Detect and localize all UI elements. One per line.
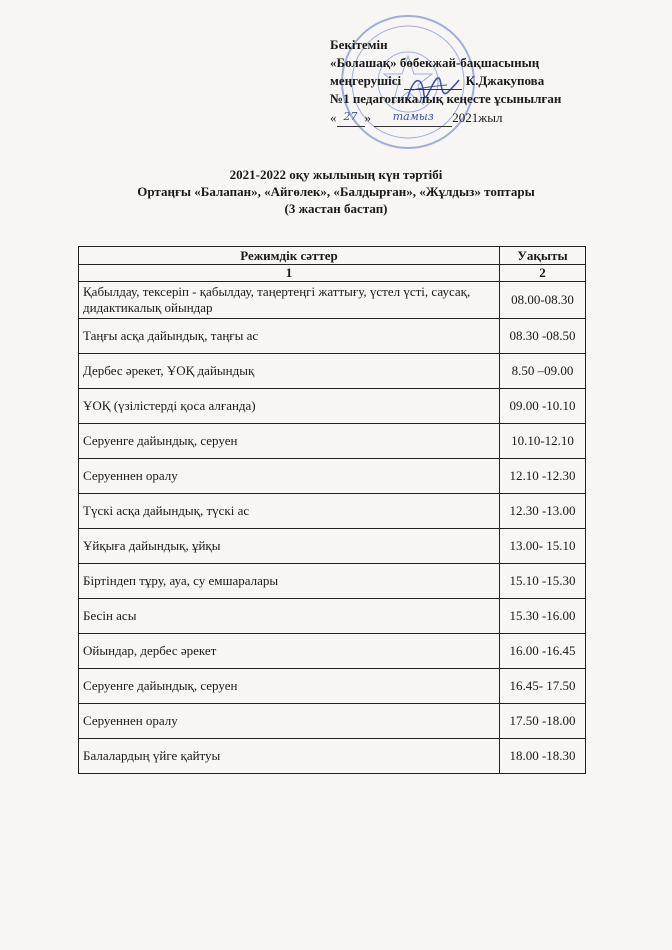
time-cell: 18.00 -18.30 (500, 739, 586, 774)
activity-cell: Серуеннен оралу (79, 459, 500, 494)
time-cell: 16.45- 17.50 (500, 669, 586, 704)
date-quote-open: « (330, 110, 337, 125)
date-quote-close: » (364, 110, 371, 125)
approval-council: №1 педагогикалық кеңесте ұсынылған (330, 91, 562, 106)
table-row (79, 739, 586, 774)
table-row (79, 704, 586, 739)
table-row (79, 599, 586, 634)
table-row (79, 424, 586, 459)
table-row (79, 319, 586, 354)
approval-title: Бекітемін (330, 37, 388, 52)
time-cell: 16.00 -16.45 (500, 634, 586, 669)
schedule-table (78, 246, 586, 774)
date-day: 27 (337, 108, 365, 127)
approval-date (330, 108, 650, 127)
activity-cell: Қабылдау, тексеріп - қабылдау, таңертеңгі жаттығу, үстел үсті, саусақ, дидактикалық ойындар (79, 282, 500, 319)
table-row (79, 389, 586, 424)
activity-cell: Ойындар, дербес әрекет (79, 634, 500, 669)
table-row (79, 494, 586, 529)
header-activities: Режимдік сәттер (79, 247, 500, 265)
time-cell: 08.00-08.30 (500, 282, 586, 319)
time-cell: 8.50 –09.00 (500, 354, 586, 389)
column-number-1: 1 (79, 265, 500, 282)
activity-cell: Серуенге дайындық, серуен (79, 424, 500, 459)
time-cell: 15.30 -16.00 (500, 599, 586, 634)
title-line-2: Ортаңғы «Балапан», «Айгөлек», «Балдырған», «Жұлдыз» топтары (137, 184, 535, 199)
time-cell: 12.10 -12.30 (500, 459, 586, 494)
activity-cell: Дербес әрекет, ҰОҚ дайындық (79, 354, 500, 389)
time-cell: 13.00- 15.10 (500, 529, 586, 564)
approval-block (330, 36, 650, 127)
activity-cell: Бесін асы (79, 599, 500, 634)
table-row (79, 529, 586, 564)
title-line-1: 2021-2022 оқу жылының күн тәртібі (229, 167, 443, 182)
table-row (79, 282, 586, 319)
document-title (0, 166, 672, 217)
table-row (79, 354, 586, 389)
activity-cell: Таңғы асқа дайындық, таңғы ас (79, 319, 500, 354)
title-line-3: (3 жастан бастап) (284, 201, 388, 216)
time-cell: 09.00 -10.10 (500, 389, 586, 424)
activity-cell: Түскі асқа дайындық, түскі ас (79, 494, 500, 529)
time-cell: 15.10 -15.30 (500, 564, 586, 599)
table-header-row (79, 247, 586, 265)
time-cell: 12.30 -13.00 (500, 494, 586, 529)
table-row (79, 564, 586, 599)
approval-head-name: К.Джакупова (465, 73, 545, 88)
time-cell: 17.50 -18.00 (500, 704, 586, 739)
date-month: тамыз (374, 108, 452, 127)
activity-cell: Серуенге дайындық, серуен (79, 669, 500, 704)
table-row (79, 634, 586, 669)
table-row (79, 669, 586, 704)
header-time: Уақыты (500, 247, 586, 265)
activity-cell: Біртіндеп тұру, ауа, су емшаралары (79, 564, 500, 599)
activity-cell: Балалардың үйге қайтуы (79, 739, 500, 774)
date-year: 2021жыл (452, 110, 503, 125)
column-number-row (79, 265, 586, 282)
approval-organization: «Болашақ» бөбекжай-бақшасының (330, 55, 540, 70)
activity-cell: Серуеннен оралу (79, 704, 500, 739)
approval-head-line (330, 72, 650, 90)
activity-cell: Ұйқыға дайындық, ұйқы (79, 529, 500, 564)
time-cell: 10.10-12.10 (500, 424, 586, 459)
approval-position: меңгерушісі (330, 73, 402, 88)
table-row (79, 459, 586, 494)
time-cell: 08.30 -08.50 (500, 319, 586, 354)
activity-cell: ҰОҚ (үзілістерді қоса алғанда) (79, 389, 500, 424)
column-number-2: 2 (500, 265, 586, 282)
